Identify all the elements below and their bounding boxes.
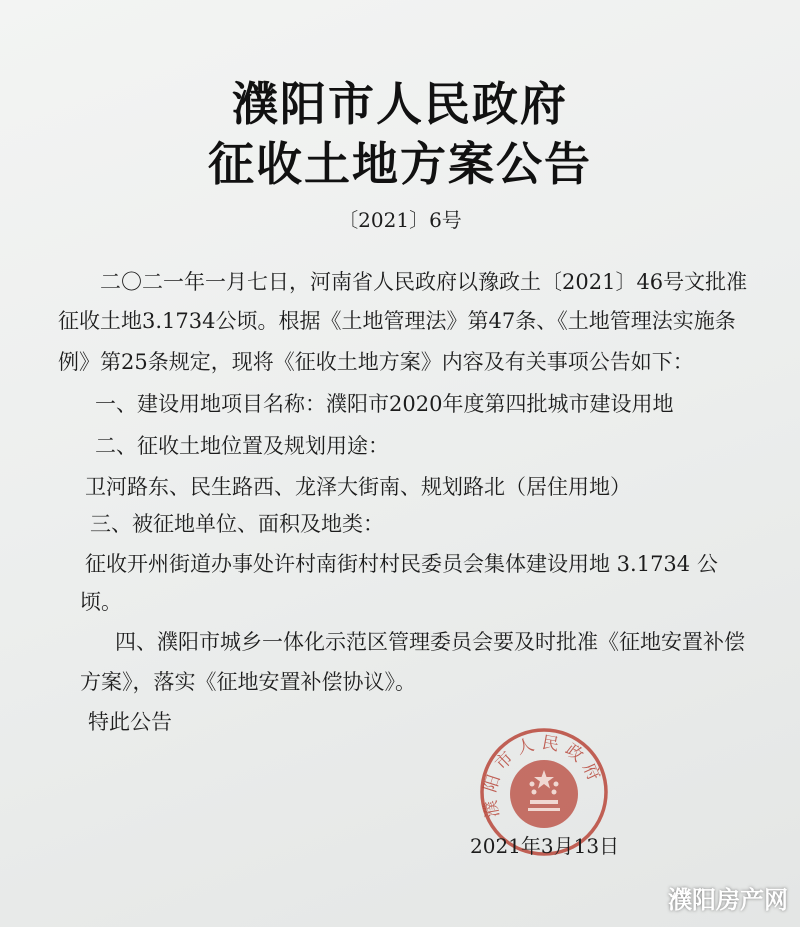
body-line: 二〇二一年一月七日，河南省人民政府以豫政土〔2021〕46号文批准 (100, 270, 748, 294)
closing-text: 特此公告 (88, 710, 172, 734)
seal-text: 濮阳市人民政府 (479, 732, 607, 819)
body-line: 卫河路东、民生路西、龙泽大街南、规划路北（居住用地） (85, 475, 631, 499)
body-line: 四、濮阳市城乡一体化示范区管理委员会要及时批准《征地安置补偿 (115, 630, 745, 654)
body-line: 征收开州街道办事处许村南街村村民委员会集体建设用地 3.1734 公 (85, 552, 718, 576)
body-line: 一、建设用地项目名称：濮阳市2020年度第四批城市建设用地 (95, 392, 674, 416)
body-line: 征收土地3.1734公顷。根据《土地管理法》第47条、《土地管理法实施条 (58, 309, 736, 333)
body-line: 三、被征地单位、面积及地类： (90, 512, 384, 536)
body-line: 顷。 (80, 590, 122, 614)
issue-date: 2021年3月13日 (470, 834, 620, 858)
watermark: 濮阳房产网 (668, 886, 788, 914)
title-line-1: 濮阳市人民政府 (232, 77, 568, 131)
body-line: 例》第25条规定，现将《征收土地方案》内容及有关事项公告如下： (58, 350, 694, 374)
body-line: 二、征收土地位置及规划用途： (95, 434, 389, 458)
title-line-2: 征收土地方案公告 (208, 137, 592, 191)
body-line: 方案》，落实《征地安置补偿协议》。 (80, 670, 416, 694)
document-number: 〔2021〕6号 (338, 208, 462, 232)
